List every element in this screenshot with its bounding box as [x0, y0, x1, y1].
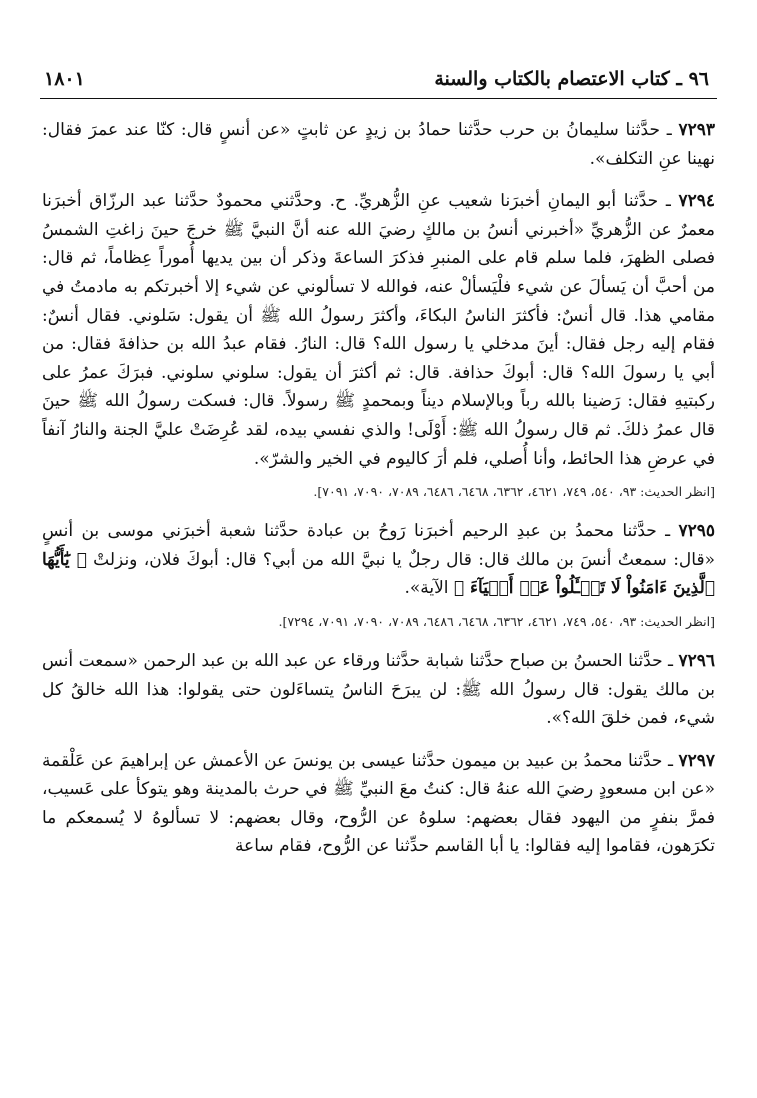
hadith-reference: [انظر الحديث: ٩٣، ٥٤٠، ٧٤٩، ٤٦٢١، ٦٣٦٢، ٦٤٦٨، ٦٤٨٦، ٧٠٨٩، ٧٠٩٠، ٧٠٩١، ٧٢٩٤].	[278, 613, 715, 629]
hadith-number: ٧٢٩٣	[678, 120, 715, 140]
hadith-7293	[42, 116, 715, 173]
hadith-number: ٧٢٩٤	[678, 191, 715, 212]
hadith-number: ٧٢٩٧	[678, 750, 715, 771]
hadith-text: ـ حدَّثنا محمدُ بن عبدِ الرحيم أخبرَنا رَوحُ بن عبادة حدَّثنا شعبة أخبرَني موسى بن أنسٍ «قال: سمعتُ أنسَ بن مالك قال: قال رجلٌ يا نبيَّ الله من أبي؟ قال: أبوكَ فلان، ونزلتْ	[42, 521, 715, 570]
hadith-number: ٧٢٩٥	[678, 521, 715, 542]
hadith-text-end: الآية».	[404, 578, 454, 599]
hadith-text: ـ حدَّثنا أبو اليمانِ أخبرَنا شعيب عنِ الزُّهريِّ. ح. وحدَّثني محمودٌ حدَّثنا عبد الرزّاق أخبرَنا معمرٌ عن الزُّهريِّ «أخبرني أنسُ بن مالكٍ رضيَ الله عنه أنَّ النبيَّ ﷺ خرجَ حينَ زاغتِ الشمسُ فصلى الظهرَ، فلما سلم قام على المنبرِ فذكرَ الساعةَ وذكر أن بين يديها أُموراً عِظاماً، ثم قال: من أحبَّ أن يَسألَ عن شيء فلْيَسألْ عنه، فوالله لا تسألوني عن شيء إلا أخبرتكم به مادمتُ في مقامي هذا. قال أنسٌ: فأكثرَ الناسُ البكاءَ، وأكثرَ رسولُ الله ﷺ أن يقول: سَلوني. فقال أنسٌ: فقام إليه رجل فقال: أينَ مدخلي يا رسول الله؟ قال: النارُ. فقام عبدُ الله بن حذافةَ فقال: من أبي يا رسولَ الله؟ قال: أبوكَ حذافة. قال: ثم أكثرَ أن يقول: سلوني سلوني. فبرَكَ عمرُ على ركبتيهِ فقال: رَضينا بالله رباً وبالإسلام ديناً وبمحمدٍ ﷺ رسولاً. قال: فسكت رسولُ الله ﷺ حينَ قال عمرُ ذلكَ. ثم قال رسولُ الله ﷺ: أَوْلَى! والذي نفسي بيده، لقد عُرِضَتْ عليَّ الجنة والنارُ آنفاً في عرضِ هذا الحائط، وأنا أُصلي، فلم أرَ كاليوم في الخير والشرّ».	[42, 191, 715, 469]
hadith-7297	[42, 747, 715, 861]
hadith-7296	[42, 647, 715, 733]
hadith-7295	[42, 517, 715, 603]
page-number: ١٨٠١	[44, 68, 85, 90]
quran-verse: ﴿ يَٰٓأَيُّهَا ٱلَّذِينَ ءَامَنُواْ لَا تَسۡـَٔلُواْ عَنۡ أَشۡيَآءَ ﴾	[42, 549, 715, 599]
page-header	[40, 62, 717, 99]
hadith-number: ٧٢٩٦	[678, 650, 715, 671]
hadith-text: ـ حدَّثنا الحسنُ بن صباح حدَّثنا شبابة حدَّثنا ورقاء عن عبد الله بن عبد الرحمن «سمعت أنس بن مالك يقول: قال رسولُ الله ﷺ: لن يبرَحَ الناسُ يتساءَلون حتى يقولوا: هذا الله خالقُ كل شيء، فمن خلقَ الله؟».	[42, 650, 715, 729]
hadith-reference: [انظر الحديث: ٩٣، ٥٤٠، ٧٤٩، ٤٦٢١، ٦٣٦٢، ٦٤٦٨، ٦٤٨٦، ٧٠٨٩، ٧٠٩٠، ٧٠٩١].	[313, 484, 715, 500]
chapter-title: ٩٦ ـ كتاب الاعتصام بالكتاب والسنة	[434, 68, 709, 90]
page-body	[42, 116, 715, 875]
hadith-text: ـ حدَّثنا محمدُ بن عبيد بن ميمون حدَّثنا عيسى بن يونسَ عن الأعمش عن إبراهيمَ عن عَلْقمة «عن ابن مسعودٍ رضيَ الله عنهُ قال: كنتُ معَ النبيِّ ﷺ في حرث بالمدينة وهو يتوكأ على عَسيب، فمرَّ بنفرٍ من اليهود فقال بعضهم: سلوهُ عن الرُّوح، وقال بعضهم: لا تسألوهُ لا يُسمعكم ما تكرَهون، فقاموا إليه فقالوا: يا أبا القاسم حدِّثنا عن الرُّوح، فقام ساعة	[42, 750, 715, 857]
hadith-text: ـ حدَّثنا سليمانُ بن حرب حدَّثنا حمادُ بن زيدٍ عن ثابتٍ «عن أنسٍ قال: كنّا عند عمرَ فقال: نهينا عنِ التكلف».	[42, 120, 715, 169]
hadith-7294	[42, 187, 715, 473]
